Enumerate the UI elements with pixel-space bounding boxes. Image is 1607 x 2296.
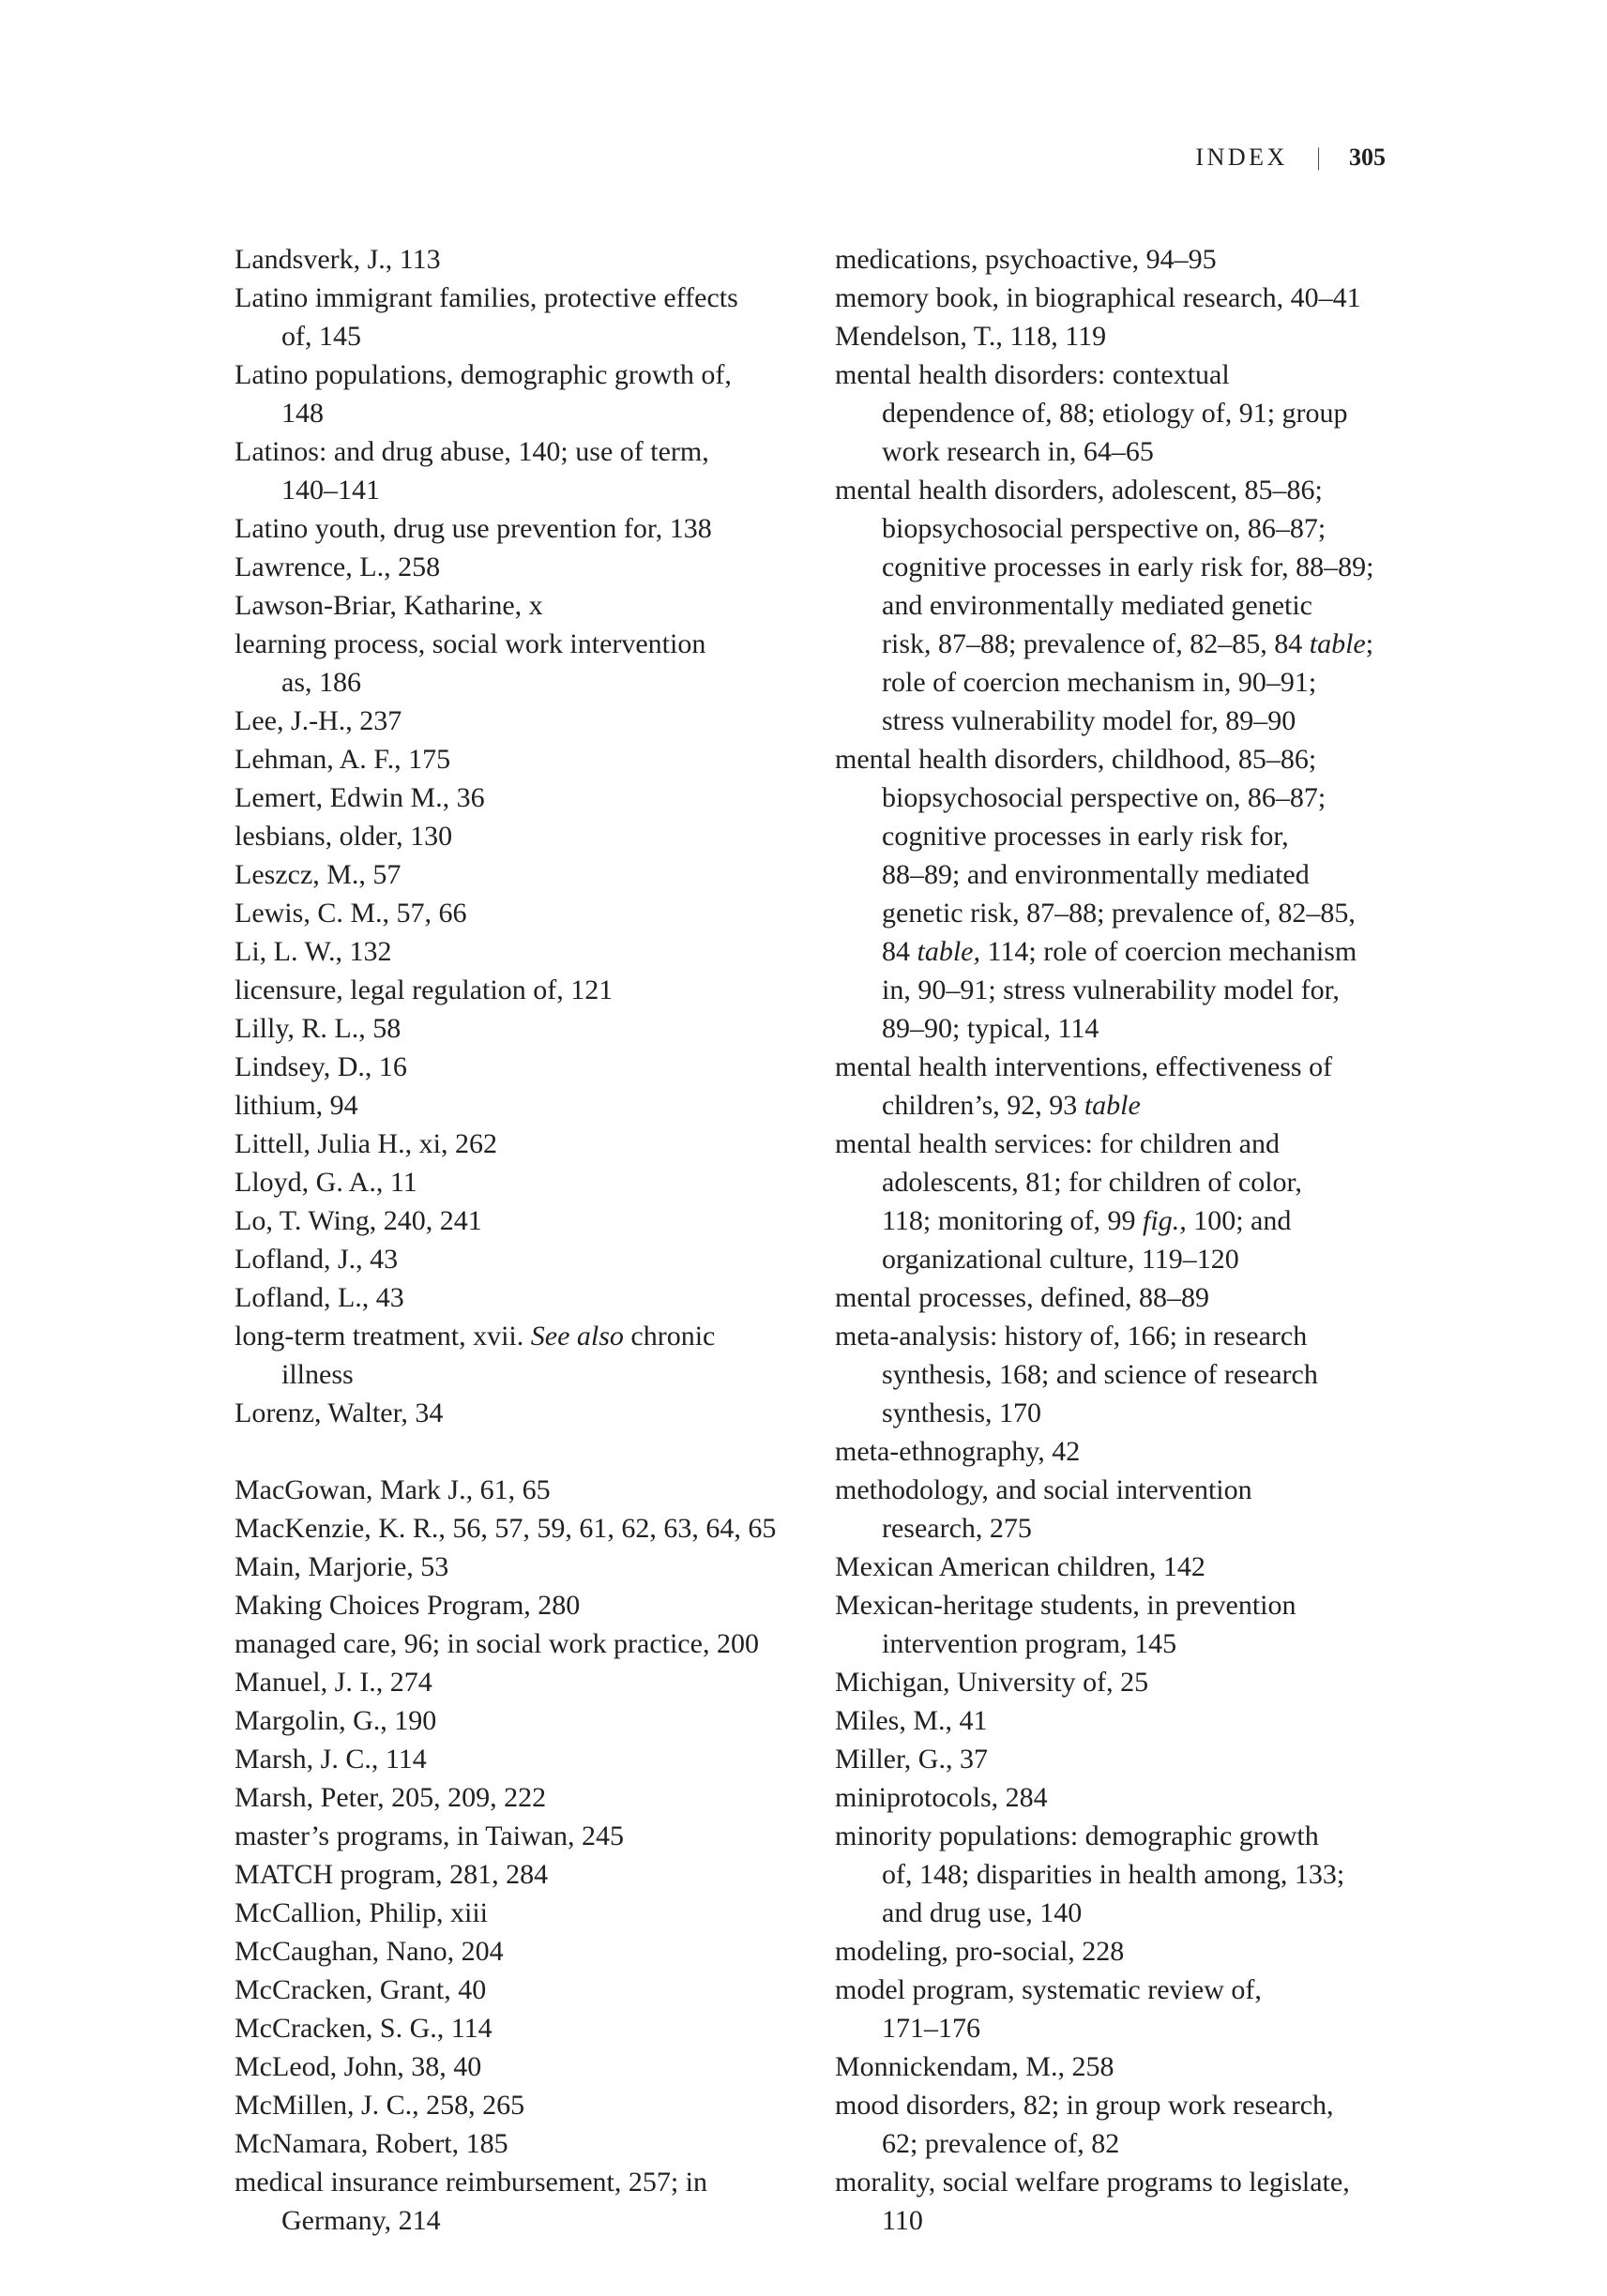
text-run: 148	[281, 398, 324, 429]
text-run: long-term treatment, xvii.	[235, 1321, 531, 1352]
index-entry-line	[235, 971, 835, 1009]
italic-text-run: fig.,	[1143, 1205, 1187, 1236]
index-entry-line	[235, 2201, 835, 2240]
index-entry-line	[835, 1778, 1435, 1817]
index-entry-line	[835, 971, 1435, 1009]
text-run: Lofland, J., 43	[235, 1244, 399, 1275]
index-entry-line	[835, 625, 1435, 663]
text-run: medications, psychoactive, 94–95	[835, 244, 1217, 275]
text-run: mental health disorders, adolescent, 85–86;	[835, 475, 1323, 506]
index-entry-line	[835, 1201, 1435, 1240]
text-run: Latino immigrant families, protective effects	[235, 282, 738, 313]
index-entry-line	[835, 240, 1435, 279]
text-run: dependence of, 88; etiology of, 91; group	[882, 398, 1348, 429]
index-entry-line	[235, 1624, 835, 1663]
index-entry-line	[835, 355, 1435, 394]
text-run: mental health services: for children and	[835, 1128, 1280, 1159]
index-entry-line	[235, 2009, 835, 2047]
index-entry-line	[835, 2086, 1435, 2124]
index-entry-line	[835, 2047, 1435, 2086]
index-entry-line	[835, 509, 1435, 548]
index-entry-line	[235, 1932, 835, 1971]
index-entry-line	[235, 1048, 835, 1086]
index-entry-line	[235, 1509, 835, 1548]
text-run: of, 148; disparities in health among, 133;	[882, 1859, 1345, 1890]
text-run: Leszcz, M., 57	[235, 859, 402, 890]
text-run: MATCH program, 281, 284	[235, 1859, 549, 1890]
text-run: McCaughan, Nano, 204	[235, 1936, 504, 1967]
text-run: Lilly, R. L., 58	[235, 1013, 402, 1044]
text-run: ;	[1365, 628, 1374, 659]
index-entry-line	[835, 1932, 1435, 1971]
text-run: 118; monitoring of, 99	[882, 1205, 1144, 1236]
text-run: as, 186	[281, 667, 361, 698]
index-entry-line	[835, 1624, 1435, 1663]
text-run: 84	[882, 936, 917, 967]
text-run: Latino populations, demographic growth of,	[235, 359, 732, 390]
text-run: biopsychosocial perspective on, 86–87;	[882, 513, 1327, 544]
index-entry-line	[835, 317, 1435, 355]
index-entry-line	[235, 740, 835, 778]
index-entry-line	[835, 817, 1435, 855]
text-run: risk, 87–88; prevalence of, 82–85, 84	[882, 628, 1310, 659]
index-entry-line	[235, 1778, 835, 1817]
text-run: Main, Marjorie, 53	[235, 1551, 449, 1582]
text-run: Lawson-Briar, Katharine, x	[235, 590, 543, 621]
text-run: methodology, and social intervention	[835, 1474, 1252, 1505]
index-entry-line	[835, 1355, 1435, 1394]
text-run: Manuel, J. I., 274	[235, 1667, 432, 1698]
index-entry-line	[835, 894, 1435, 932]
index-entry-line	[235, 1355, 835, 1394]
index-entry-line	[835, 855, 1435, 894]
index-entry-line	[235, 1086, 835, 1125]
italic-text-run: table	[1309, 628, 1366, 659]
index-entry-line	[235, 586, 835, 625]
index-entry-line	[835, 1163, 1435, 1201]
text-run: mental health disorders: contextual	[835, 359, 1230, 390]
index-entry-line	[835, 586, 1435, 625]
index-entry-line	[235, 2124, 835, 2163]
index-entry-line	[835, 1125, 1435, 1163]
text-run: synthesis, 170	[882, 1397, 1042, 1428]
text-run: 171–176	[882, 2013, 980, 2044]
text-run: managed care, 96; in social work practice, 200	[235, 1628, 759, 1659]
index-entry-line	[235, 932, 835, 971]
index-entry-line	[235, 1163, 835, 1201]
text-run: mental health disorders, childhood, 85–86;	[835, 744, 1317, 775]
index-content	[235, 240, 1435, 2240]
text-run: cognitive processes in early risk for, 88–89;	[882, 551, 1374, 582]
header-separator: |	[1316, 144, 1321, 171]
index-entry-line	[235, 1278, 835, 1317]
text-run: Lee, J.-H., 237	[235, 705, 402, 736]
text-run: Making Choices Program, 280	[235, 1590, 581, 1621]
text-run: Margolin, G., 190	[235, 1705, 437, 1736]
index-entry-line	[835, 2124, 1435, 2163]
text-run: learning process, social work intervention	[235, 628, 706, 659]
text-run: Miles, M., 41	[835, 1705, 988, 1736]
index-entry-line	[235, 509, 835, 548]
index-entry-line	[235, 1240, 835, 1278]
index-entry-line	[235, 2086, 835, 2124]
index-entry-line	[835, 1701, 1435, 1740]
blank-line	[235, 1432, 835, 1471]
index-entry-line	[235, 1586, 835, 1624]
text-run: Mexican-heritage students, in prevention	[835, 1590, 1296, 1621]
text-run: Lewis, C. M., 57, 66	[235, 898, 467, 929]
text-run: meta-analysis: history of, 166; in research	[835, 1321, 1308, 1352]
text-run: lithium, 94	[235, 1090, 358, 1121]
text-run: miniprotocols, 284	[835, 1782, 1048, 1813]
index-entry-line	[235, 1855, 835, 1894]
index-entry-line	[835, 1586, 1435, 1624]
index-entry-line	[835, 2163, 1435, 2201]
index-entry-line	[835, 432, 1435, 471]
index-entry-line	[235, 1548, 835, 1586]
index-entry-line	[235, 663, 835, 702]
index-entry-line	[235, 317, 835, 355]
index-entry-line	[235, 1701, 835, 1740]
text-run: minority populations: demographic growth	[835, 1820, 1319, 1851]
index-entry-line	[235, 1009, 835, 1048]
index-entry-line	[835, 1317, 1435, 1355]
text-run: Landsverk, J., 113	[235, 244, 441, 275]
text-run: Miller, G., 37	[835, 1744, 988, 1775]
index-entry-line	[235, 2163, 835, 2201]
index-entry-line	[835, 1048, 1435, 1086]
text-run: McMillen, J. C., 258, 265	[235, 2090, 525, 2121]
text-run: and drug use, 140	[882, 1897, 1083, 1928]
text-run: McLeod, John, 38, 40	[235, 2051, 482, 2082]
index-entry-line	[235, 855, 835, 894]
text-run: 88–89; and environmentally mediated	[882, 859, 1310, 890]
text-run: mood disorders, 82; in group work research,	[835, 2090, 1334, 2121]
text-run: Lawrence, L., 258	[235, 551, 441, 582]
index-entry-line	[235, 1394, 835, 1432]
text-run: McCallion, Philip, xiii	[235, 1897, 489, 1928]
index-entry-line	[835, 1509, 1435, 1548]
text-run: morality, social welfare programs to legislate,	[835, 2167, 1350, 2198]
text-run: Lindsey, D., 16	[235, 1051, 407, 1082]
index-entry-line	[235, 2047, 835, 2086]
text-run: McCracken, S. G., 114	[235, 2013, 493, 2044]
index-entry-line	[235, 817, 835, 855]
index-entry-line	[835, 1009, 1435, 1048]
text-run: 114; role of coercion mechanism	[980, 936, 1357, 967]
text-run: Mexican American children, 142	[835, 1551, 1205, 1582]
index-entry-line	[835, 663, 1435, 702]
index-entry-line	[835, 1855, 1435, 1894]
text-run: mental processes, defined, 88–89	[835, 1282, 1210, 1313]
index-entry-line	[835, 1548, 1435, 1586]
index-entry-line	[835, 1894, 1435, 1932]
text-run: 140–141	[281, 475, 380, 506]
index-entry-line	[235, 1817, 835, 1855]
text-run: biopsychosocial perspective on, 86–87;	[882, 782, 1327, 813]
text-run: cognitive processes in early risk for,	[882, 821, 1289, 852]
text-run: MacGowan, Mark J., 61, 65	[235, 1474, 551, 1505]
text-run: work research in, 64–65	[882, 436, 1154, 467]
index-entry-line	[835, 548, 1435, 586]
running-head-title: INDEX	[1195, 144, 1288, 171]
text-run: licensure, legal regulation of, 121	[235, 974, 614, 1005]
text-run: Li, L. W., 132	[235, 936, 392, 967]
text-run: Lofland, L., 43	[235, 1282, 404, 1313]
text-run: Marsh, Peter, 205, 209, 222	[235, 1782, 547, 1813]
text-run: memory book, in biographical research, 40–41	[835, 282, 1361, 313]
index-entry-line	[235, 432, 835, 471]
text-run: master’s programs, in Taiwan, 245	[235, 1820, 625, 1851]
text-run: intervention program, 145	[882, 1628, 1177, 1659]
index-entry-line	[835, 471, 1435, 509]
index-column-left	[235, 240, 835, 2240]
text-run: role of coercion mechanism in, 90–91;	[882, 667, 1317, 698]
text-run: children’s, 92, 93	[882, 1090, 1084, 1121]
index-entry-line	[235, 394, 835, 432]
text-run: Latino youth, drug use prevention for, 138	[235, 513, 712, 544]
text-run: 100; and	[1186, 1205, 1292, 1236]
text-run: model program, systematic review of,	[835, 1974, 1262, 2005]
index-entry-line	[835, 1740, 1435, 1778]
index-entry-line	[235, 279, 835, 317]
text-run: Michigan, University of, 25	[835, 1667, 1149, 1698]
index-column-right	[835, 240, 1435, 2240]
index-entry-line	[235, 1201, 835, 1240]
text-run: McNamara, Robert, 185	[235, 2128, 508, 2159]
index-entry-line	[835, 1471, 1435, 1509]
index-entry-line	[835, 1278, 1435, 1317]
text-run: and environmentally mediated genetic	[882, 590, 1312, 621]
text-run: organizational culture, 119–120	[882, 1244, 1239, 1275]
text-run: Monnickendam, M., 258	[835, 2051, 1114, 2082]
text-run: 89–90; typical, 114	[882, 1013, 1099, 1044]
text-run: Lloyd, G. A., 11	[235, 1167, 417, 1198]
index-entry-line	[835, 702, 1435, 740]
index-entry-line	[235, 625, 835, 663]
text-run: meta-ethnography, 42	[835, 1436, 1081, 1467]
index-entry-line	[835, 2009, 1435, 2047]
text-run: modeling, pro-social, 228	[835, 1936, 1125, 1967]
index-entry-line	[235, 1317, 835, 1355]
index-entry-line	[235, 471, 835, 509]
index-entry-line	[235, 1125, 835, 1163]
index-entry-line	[235, 1971, 835, 2009]
index-entry-line	[835, 1240, 1435, 1278]
text-run: research, 275	[882, 1513, 1032, 1544]
index-entry-line	[835, 279, 1435, 317]
text-run: synthesis, 168; and science of research	[882, 1359, 1318, 1390]
text-run: Littell, Julia H., xi, 262	[235, 1128, 497, 1159]
text-run: Germany, 214	[281, 2205, 441, 2236]
index-entry-line	[235, 778, 835, 817]
index-entry-line	[835, 932, 1435, 971]
index-entry-line	[835, 1663, 1435, 1701]
text-run: McCracken, Grant, 40	[235, 1974, 487, 2005]
index-entry-line	[835, 1971, 1435, 2009]
index-entry-line	[235, 702, 835, 740]
index-entry-line	[835, 1432, 1435, 1471]
text-run: 62; prevalence of, 82	[882, 2128, 1120, 2159]
text-run: Marsh, J. C., 114	[235, 1744, 427, 1775]
text-run: chronic	[623, 1321, 716, 1352]
text-run: in, 90–91; stress vulnerability model for,	[882, 974, 1340, 1005]
index-entry-line	[235, 1894, 835, 1932]
page-number: 305	[1349, 144, 1386, 171]
text-run: of, 145	[281, 321, 361, 352]
text-run: Lehman, A. F., 175	[235, 744, 451, 775]
index-entry-line	[235, 240, 835, 279]
italic-text-run: table,	[917, 936, 980, 967]
index-entry-line	[835, 2201, 1435, 2240]
text-run: Mendelson, T., 118, 119	[835, 321, 1107, 352]
text-run: genetic risk, 87–88; prevalence of, 82–85,	[882, 898, 1356, 929]
text-run: Lemert, Edwin M., 36	[235, 782, 485, 813]
text-run: MacKenzie, K. R., 56, 57, 59, 61, 62, 63, 64, 65	[235, 1513, 777, 1544]
index-entry-line	[235, 1471, 835, 1509]
index-entry-line	[835, 1817, 1435, 1855]
index-entry-line	[835, 1394, 1435, 1432]
text-run: illness	[281, 1359, 354, 1390]
text-run: 110	[882, 2205, 923, 2236]
index-entry-line	[235, 1663, 835, 1701]
index-entry-line	[235, 355, 835, 394]
italic-text-run: See also	[530, 1321, 624, 1352]
text-run: Lo, T. Wing, 240, 241	[235, 1205, 482, 1236]
text-run: medical insurance reimbursement, 257; in	[235, 2167, 708, 2198]
index-entry-line	[235, 548, 835, 586]
text-run: mental health interventions, effectiveness of	[835, 1051, 1333, 1082]
text-run: Latinos: and drug abuse, 140; use of term,	[235, 436, 709, 467]
italic-text-run: table	[1084, 1090, 1141, 1121]
index-entry-line	[835, 740, 1435, 778]
index-entry-line	[835, 1086, 1435, 1125]
index-entry-line	[235, 1740, 835, 1778]
index-entry-line	[235, 894, 835, 932]
text-run: Lorenz, Walter, 34	[235, 1397, 444, 1428]
page-header	[1195, 144, 1386, 172]
text-run: stress vulnerability model for, 89–90	[882, 705, 1296, 736]
text-run: lesbians, older, 130	[235, 821, 453, 852]
index-entry-line	[835, 394, 1435, 432]
text-run: adolescents, 81; for children of color,	[882, 1167, 1302, 1198]
index-entry-line	[835, 778, 1435, 817]
